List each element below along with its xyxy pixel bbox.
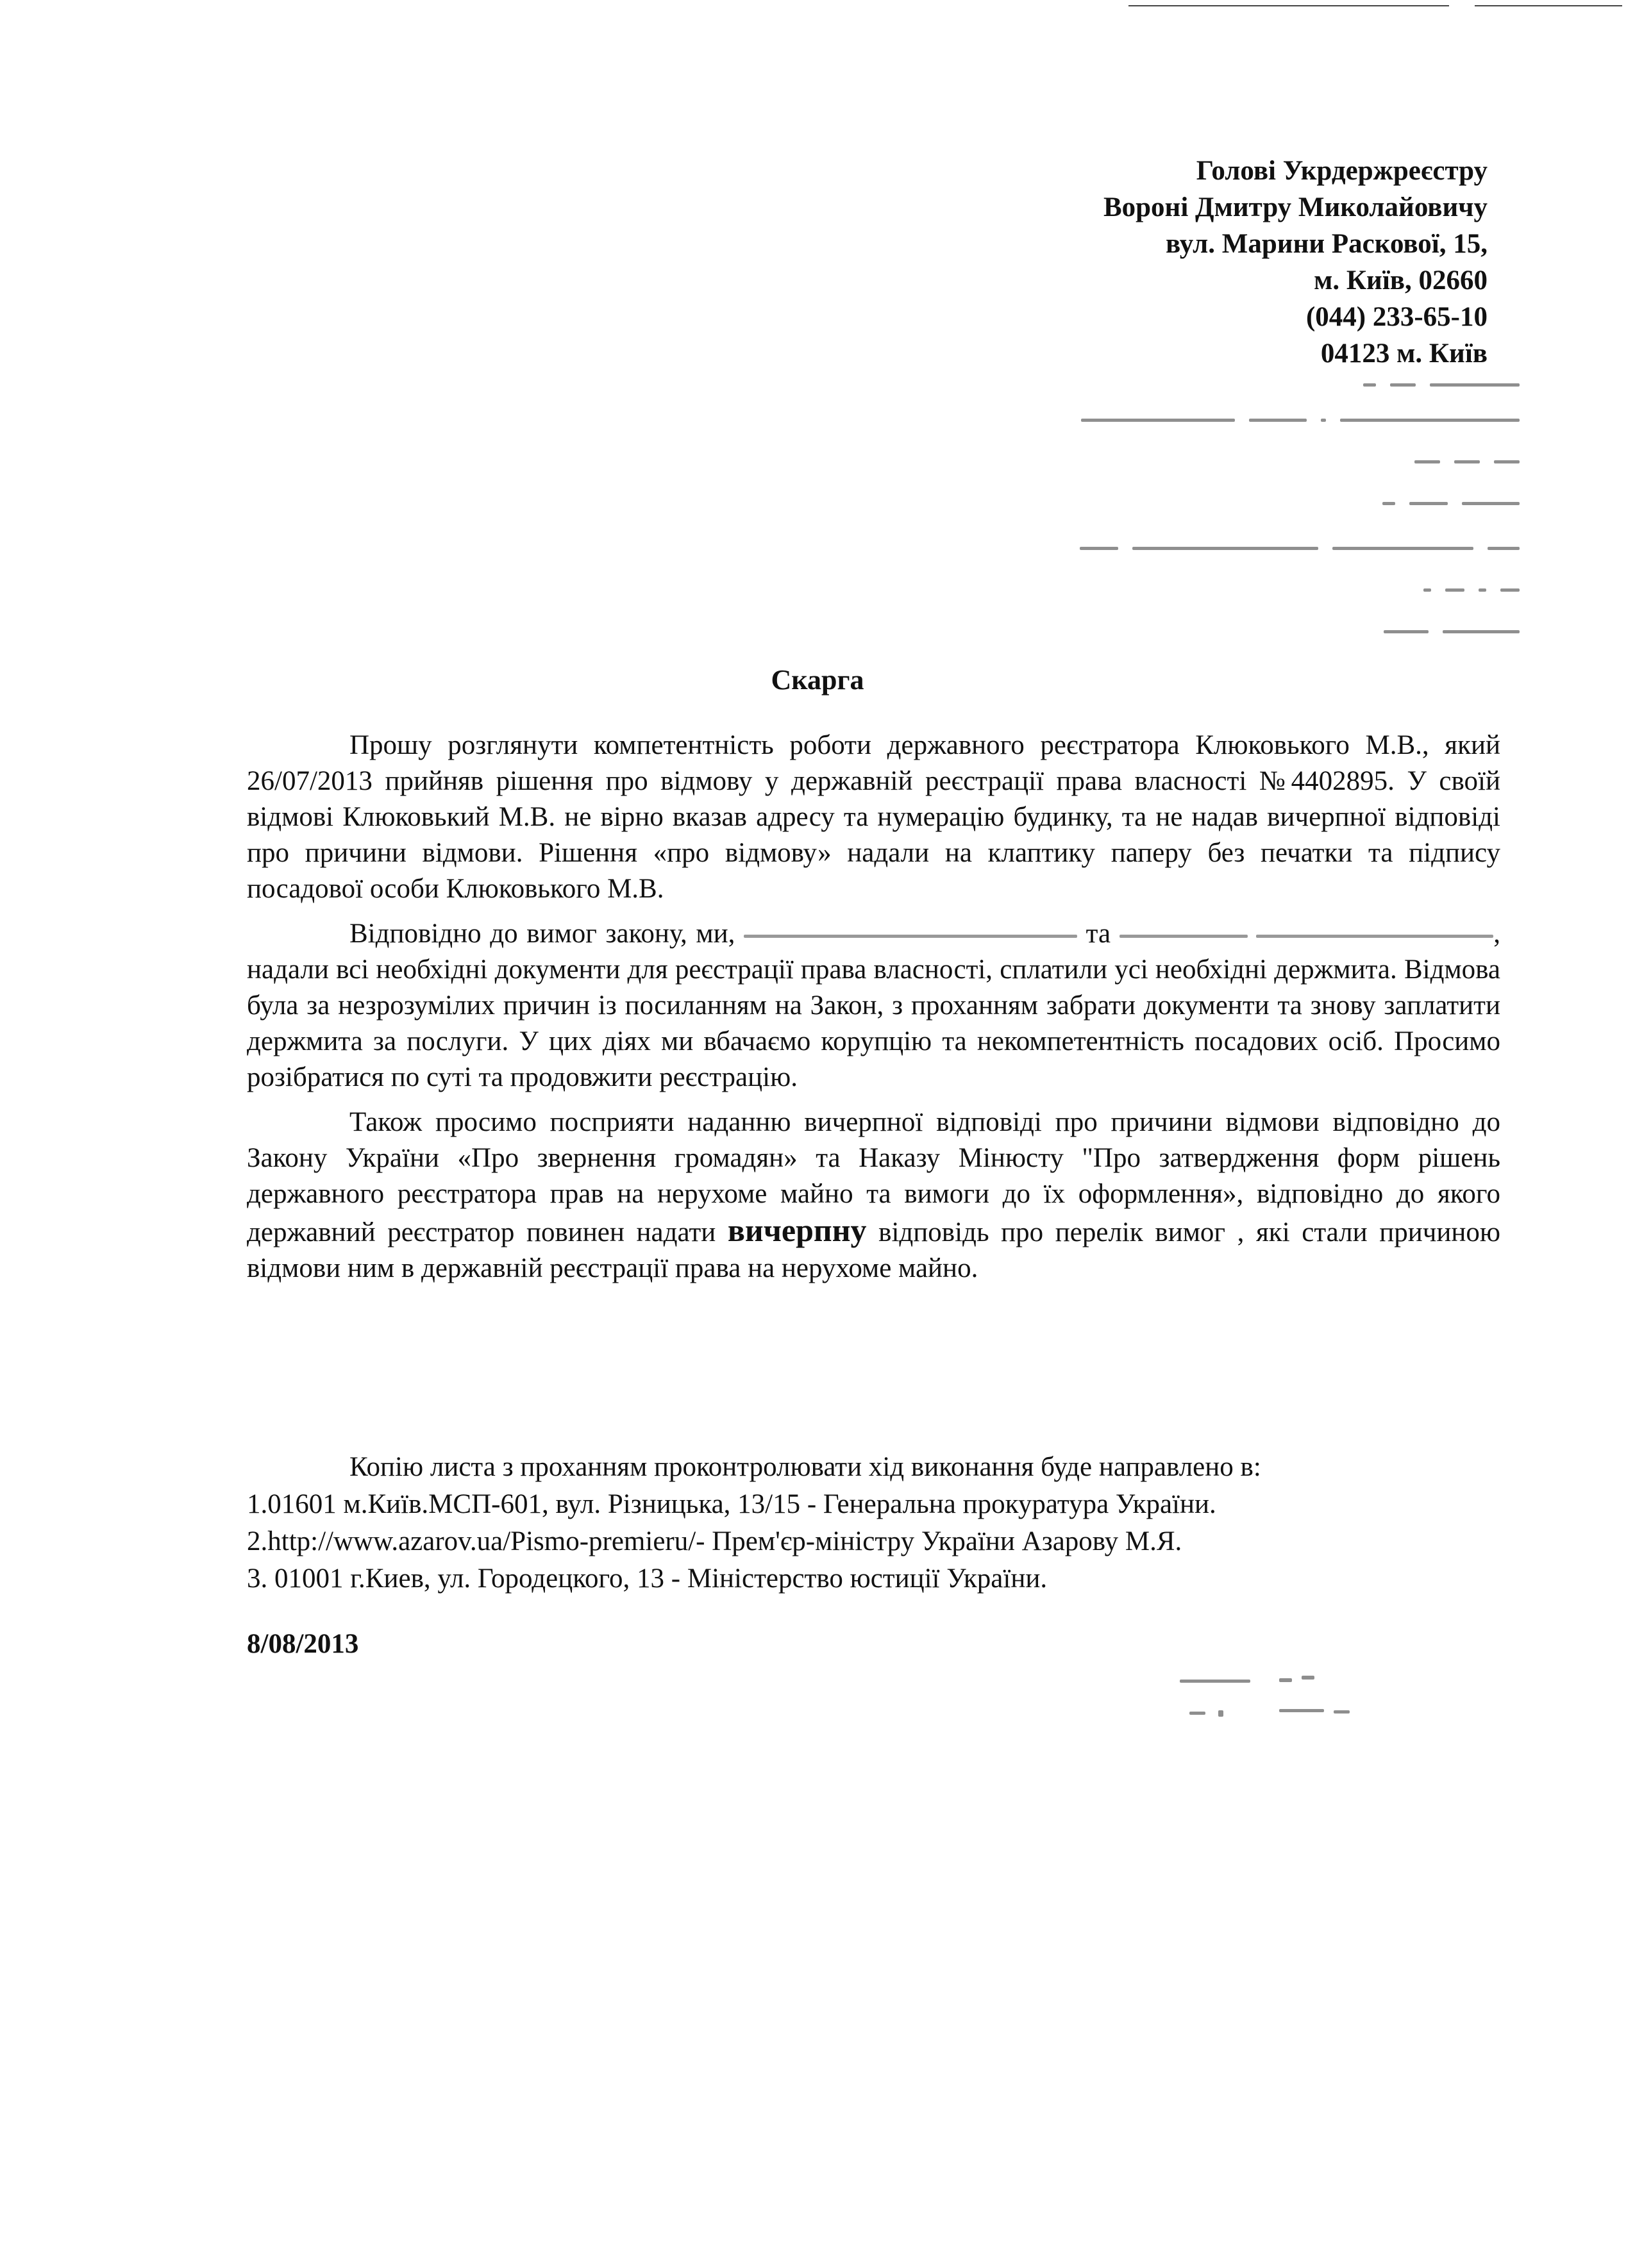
redacted-name — [744, 935, 1077, 938]
addressee-block — [1103, 153, 1488, 372]
document-date: 8/08/2013 — [247, 1629, 359, 1659]
body-paragraph-3 — [247, 1105, 1500, 1287]
addressee-city: м. Київ, 02660 — [1314, 265, 1488, 296]
redacted-name — [1119, 935, 1248, 938]
copy-recipient-3: 3. 01001 г.Киев, ул. Городецкого, 13 - Міністерство юстиції України. — [247, 1563, 1048, 1594]
copies-block — [247, 1449, 1500, 1597]
addressee-phone: (044) 233-65-10 — [1305, 302, 1488, 332]
redacted-line — [1353, 619, 1520, 644]
paragraph-2-start: Відповідно до вимог закону, ми, — [349, 919, 735, 949]
redacted-line — [1071, 372, 1520, 397]
copies-intro: Копію листа з проханням проконтролювати хід виконання буде направлено в: — [349, 1452, 1261, 1482]
scan-artifact-line — [1475, 5, 1622, 6]
scan-artifact-line — [1128, 5, 1449, 6]
redacted-line — [1096, 577, 1520, 603]
copy-recipient-1: 1.01601 м.Київ.МСП-601, вул. Різницька, 13/15 - Генеральна прокуратура України. — [247, 1489, 1216, 1519]
redacted-line — [1314, 490, 1520, 516]
body-paragraph-1: Прошу розглянути компетентність роботи державного реєстратора Клюковького М.В., який 26/07/2013 прийняв рішення про відмову у державній реєстрації права власності №4402895. У своїй відмові Клюковький М.В. не вірно вказав адресу та нумерацію будинку, та не надав вичерпної відповіді про причини відмови. Рішення «про відмову» надали на клаптику паперу без печатки та підпису посадової особи Клюковького М.В. — [247, 730, 1500, 904]
copy-recipient-2: 2.http://www.azarov.ua/Pismo-premieru/- Прем'єр-міністру України Азарову М.Я. — [247, 1526, 1182, 1556]
addressee-street: вул. Марини Раскової, 15, — [1166, 229, 1488, 259]
paragraph-2-end: , надали всі необхідні документи для реєстрації права власності, сплатили усі необхідні держмита. Відмова була за незрозумілих причин із посиланням на Закон, з проханням забрати документи та знову заплатити держмита за послуги. У цих діях ми вбачаємо корупцію та некомпетентність посадових осіб. Просимо розібратися по суті та продовжити реєстрацію. — [247, 919, 1501, 1092]
paragraph-3-end: відповідь про перелік вимог , які стали причиною відмови ним в державній реєстрації права на нерухоме майно. — [247, 1217, 1501, 1283]
document-body — [247, 728, 1500, 1287]
emphasis-word: вичерпну — [727, 1212, 867, 1248]
paragraph-3-start: Також просимо посприяти наданню вичерпної відповіді про причини відмови відповідно до Закону України «Про звернення громадян» та Наказу Мінюсту "Про затвердження форм рішень державного реєстратора прав на нерухоме майно та вимоги до їх оформлення», відповідно до якого державний реєстратор повинен надати — [247, 1107, 1500, 1247]
addressee-position: Голові Укрдержреєстру — [1196, 156, 1488, 186]
redacted-sender-block — [955, 372, 1520, 654]
paragraph-2-and: та — [1086, 919, 1111, 949]
body-paragraph-2 — [247, 916, 1500, 1096]
redacted-name — [1256, 935, 1493, 938]
redacted-signature — [1167, 1667, 1379, 1737]
redacted-line — [1058, 535, 1520, 561]
addressee-postal: 04123 м. Київ — [1320, 338, 1488, 369]
document-title: Скарга — [771, 664, 864, 696]
addressee-name: Вороні Дмитру Миколайовичу — [1103, 192, 1488, 222]
redacted-line — [955, 407, 1520, 433]
redacted-line — [1327, 449, 1520, 474]
